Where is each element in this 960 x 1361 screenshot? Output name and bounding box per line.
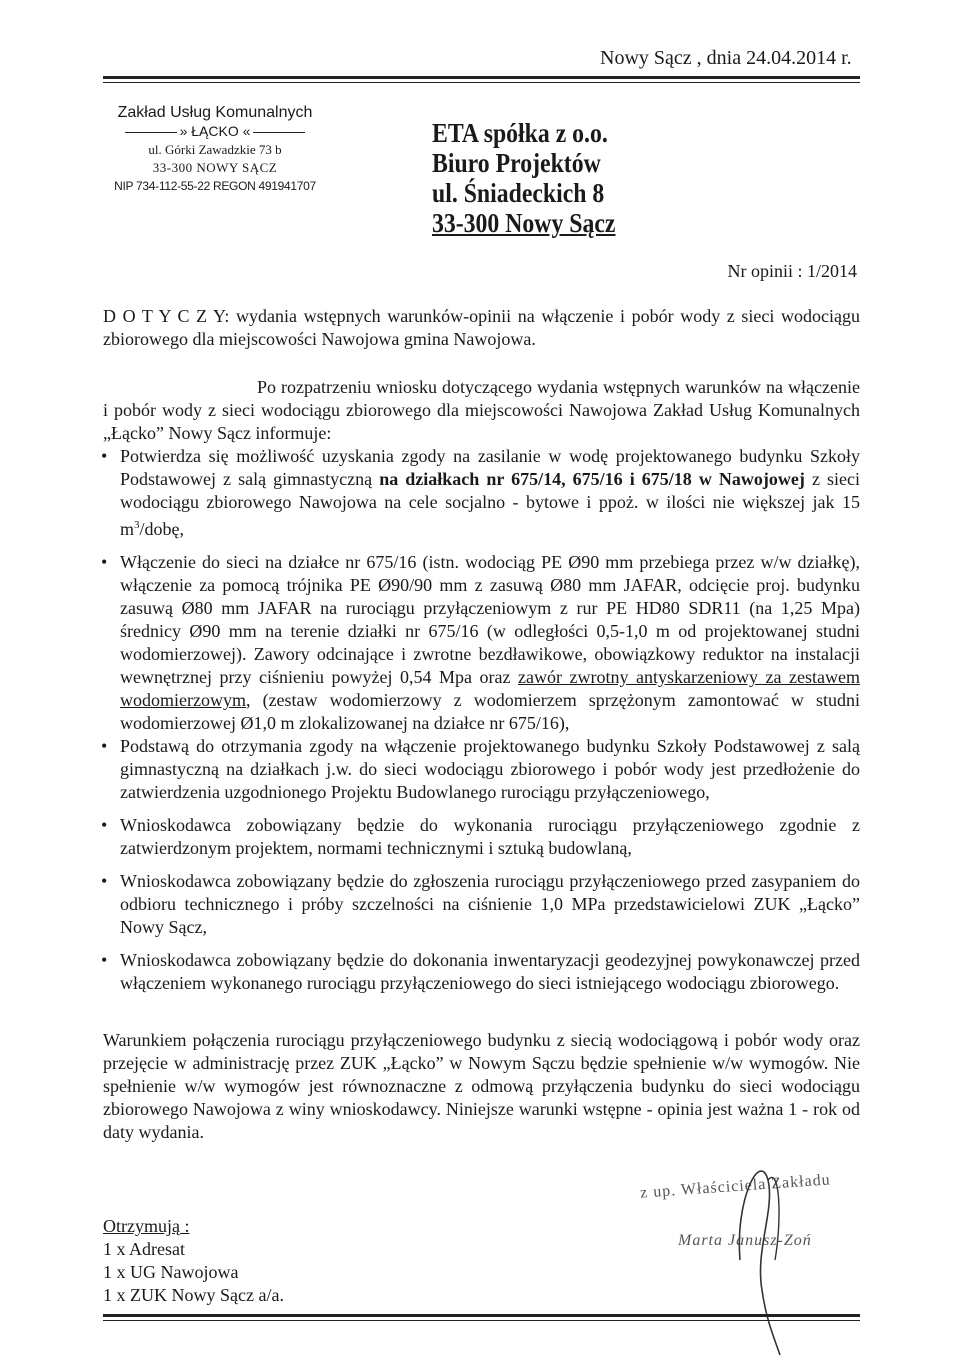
copy-item: 1 x ZUK Nowy Sącz a/a.: [103, 1285, 284, 1305]
copies-heading: Otrzymują :: [103, 1216, 190, 1236]
sender-short-row: [90, 122, 340, 141]
sender-name: Zakład Usług Komunalnych: [117, 104, 313, 121]
closing-paragraph: Warunkiem połączenia rurociągu przyłączeniowego budynku z siecią wodociągową i pobór wody oraz przejęcie w administrację przez ZUK „Łącko” w Nowym Sączu będzie spełnienie w/w wymogów. Nie spełnienie w/w wymogów jest równoznaczne z odmową przyłączenia budynku do sieci wodociągu zbiorowego Nawojowa z winy wnioskodawcy. Niniejsze warunki wstępne - opinia jest ważna 1 - rok od daty wydania.: [103, 1030, 860, 1142]
condition-item: • Wnioskodawca zobowiązany będzie do wykonania rurociągu przyłączeniowego zgodnie z zatwierdzonym projektem, normami technicznymi i sztuką budowlaną,: [103, 814, 860, 860]
subject-line: D O T Y C Z Y: wydania wstępnych warunków-opinii na włączenie i pobór wody z sieci wodociągu zbiorowego dla miejscowości Nawojowa gmina Nawojowa.: [103, 306, 860, 349]
handwritten-signature: [720, 1140, 810, 1360]
recipient-line4: 33-300 Nowy Sącz: [432, 208, 616, 238]
header-rule-thin: [103, 82, 860, 83]
underlined-valve-text: zawór zwrotny antyskarzeniowy za zestawem wodomierzowym: [120, 667, 860, 710]
plot-numbers: na działkach nr 675/14, 675/16 i 675/18 w Nawojowej: [379, 469, 805, 489]
footer-rule-thin: [103, 1320, 860, 1321]
sender-stamp: [90, 104, 340, 195]
document-date: Nowy Sącz , dnia 24.04.2014 r.: [600, 47, 852, 69]
intro-text: Po rozpatrzeniu wniosku dotyczącego wydania wstępnych warunków na włączenie i pobór wody z sieci wodociągu zbiorowego dla miejscowości Nawojowa Zakład Usług Komunalnych „Łącko” Nowy Sącz informuje:: [103, 377, 860, 443]
signature-stamp-line: z up. Właściciela Zakładu: [639, 1171, 832, 1202]
copy-item: 1 x UG Nawojowa: [103, 1262, 239, 1282]
intro-paragraph: [103, 376, 860, 445]
recipient-line1: ETA spółka z o.o.: [432, 118, 608, 148]
opinion-number: Nr opinii : 1/2014: [727, 261, 857, 281]
recipient-address: [432, 118, 615, 238]
sender-street: ul. Górki Zawadzkie 73 b: [148, 142, 282, 157]
recipient-line3: ul. Śniadeckich 8: [432, 178, 605, 208]
condition-item: • Wnioskodawca zobowiązany będzie do dokonania inwentaryzacji geodezyjnej powykonawczej przed włączeniem wykonanego rurociągu przyłączeniowego do sieci istniejącego wodociągu zbiorowego.: [103, 949, 860, 995]
conditions-list: [103, 445, 860, 995]
sender-ids: NIP 734-112-55-22 REGON 491941707: [114, 179, 316, 193]
condition-item: • Podstawą do otrzymania zgody na włączenie projektowanego budynku Szkoły Podstawowej z salą gimnastyczną na działkach j.w. do sieci wodociągu zbiorowego i pobór wody jest przedłożenie do zatwierdzenia uzgodnionego Projektu Budowlanego rurociągu przyłączeniowego,: [103, 735, 860, 804]
signer-name: Marta Janusz-Zoń: [678, 1232, 812, 1249]
copies-list: [103, 1215, 284, 1307]
condition-item: • Wnioskodawca zobowiązany będzie do zgłoszenia rurociągu przyłączeniowego przed zasypaniem do odbioru technicznego i próby szczelności na ciśnienie 1,0 MPa przedstawicielowi ZUK „Łącko” Nowy Sącz,: [103, 870, 860, 939]
copy-item: 1 x Adresat: [103, 1239, 185, 1259]
condition-item: • Potwierdza się możliwość uzyskania zgody na zasilanie w wodę projektowanego budynku Szkoły Podstawowej z salą gimnastyczną na działkach nr 675/14, 675/16 i 675/18 w Nawojowej z sieci wodociągu zbiorowego Nawojowa na cele socjalno - bytowe i ppoż. w ilości nie większej jak 15 $m^3$/dobę,: [103, 445, 860, 541]
sender-city: 33-300 NOWY SĄCZ: [152, 160, 278, 175]
sender-short: » ŁĄCKO «: [179, 123, 251, 139]
recipient-line2: Biuro Projektów: [432, 148, 601, 178]
condition-item: • Włączenie do sieci na działce nr 675/16 (istn. wodociąg PE Ø90 mm przebiega przez w/w działkę), włączenie za pomocą trójnika PE Ø90/90 mm z zasuwą Ø80 mm JAFAR, odcięcie proj. budynku zasuwą Ø80 mm JAFAR na rurociągu przyłączeniowym z rur PE HD80 SDR11 (na 1,25 Mpa) średnicy Ø90 mm na terenie działki nr 675/16 (w odległości 0,5-1,0 m od projektowanej studni wodomierzowej). Zawory odcinające i zwrotne bezdławikowe, obowiązkowy reduktor na instalacji wewnętrznej przy ciśnieniu powyżej 0,54 Mpa oraz zawór zwrotny antyskarzeniowy za zestawem wodomierzowym, (zestaw wodomierzowy z wodomierzem sprzężonym zamontować w studni wodomierzowej Ø1,0 m zlokalizowanej na działce nr 675/16),: [103, 551, 860, 735]
footer-rule: [103, 1314, 860, 1317]
header-rule: [103, 76, 860, 79]
